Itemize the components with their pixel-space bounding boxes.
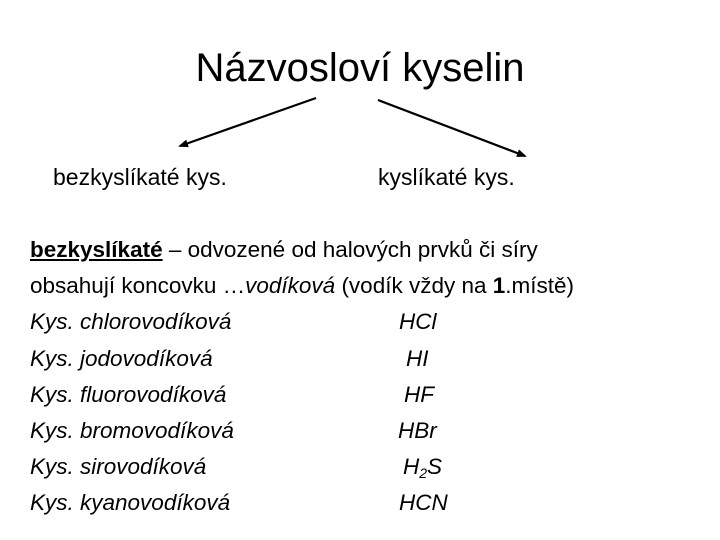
acid-row bbox=[30, 304, 710, 340]
branch-oxygen-free: bezkyslíkaté kys. bbox=[53, 164, 227, 190]
acid-row bbox=[30, 485, 710, 521]
acid-formula: HI bbox=[406, 345, 429, 371]
acid-formula bbox=[403, 449, 442, 485]
definition-line-2 bbox=[30, 268, 710, 304]
slide-title: Názvosloví kyselin bbox=[195, 46, 525, 90]
definition-text-2-suffix: .místě) bbox=[505, 273, 575, 299]
acid-row bbox=[30, 449, 710, 485]
definition-line-1 bbox=[30, 232, 710, 268]
definition-term: bezkyslíkaté bbox=[30, 237, 163, 262]
acid-name: Kys. chlorovodíková bbox=[30, 309, 232, 335]
formula-subscript: 2 bbox=[419, 465, 428, 482]
formula-main: H bbox=[403, 454, 420, 480]
definition-block bbox=[30, 232, 710, 522]
definition-text-1: – odvozené od halových prvků či síry bbox=[162, 237, 538, 262]
acid-name: Kys. sirovodíková bbox=[30, 454, 207, 480]
acid-name: Kys. kyanovodíková bbox=[30, 490, 231, 516]
arrow-left bbox=[180, 98, 316, 146]
acid-formula: HCl bbox=[399, 309, 437, 335]
acid-name: Kys. fluorovodíková bbox=[30, 381, 227, 407]
acid-row bbox=[30, 413, 710, 449]
acid-row bbox=[30, 377, 710, 413]
definition-text-2-prefix: obsahují koncovku … bbox=[30, 273, 246, 299]
formula-tail: S bbox=[427, 454, 443, 480]
acid-formula: HBr bbox=[398, 417, 437, 443]
acid-name: Kys. bromovodíková bbox=[30, 417, 234, 443]
acid-row bbox=[30, 341, 710, 377]
definition-ending: vodíková bbox=[245, 273, 336, 299]
acid-formula: HCN bbox=[399, 490, 448, 516]
arrow-right bbox=[378, 100, 525, 156]
acid-formula: HF bbox=[404, 381, 434, 407]
acid-name: Kys. jodovodíková bbox=[30, 345, 213, 371]
definition-position-number: 1 bbox=[492, 273, 506, 299]
definition-text-2-mid: (vodík vždy na bbox=[335, 273, 493, 299]
branch-oxyacids: kyslíkaté kys. bbox=[378, 164, 515, 190]
